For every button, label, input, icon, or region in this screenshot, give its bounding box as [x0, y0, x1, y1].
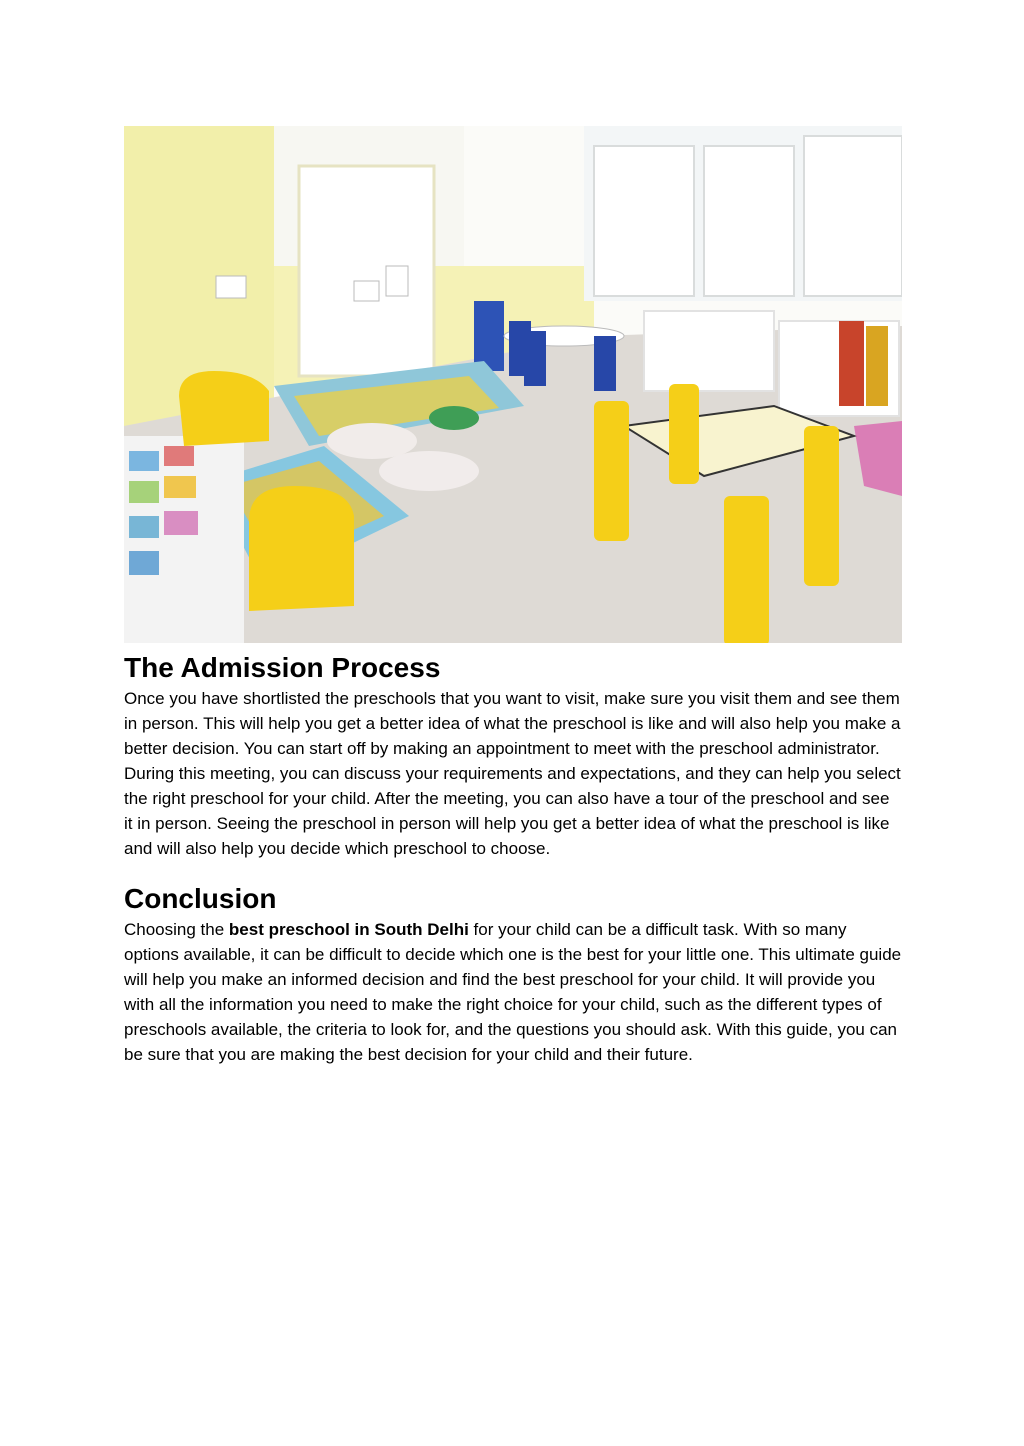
conclusion-heading: Conclusion [124, 883, 277, 914]
conclusion-body-start: Choosing the [124, 920, 229, 939]
yellow-armchair-1 [179, 371, 269, 446]
door-frame [299, 166, 434, 376]
classroom-photo [124, 126, 902, 643]
conclusion-keyword-link: best preschool in South Delhi [228, 920, 469, 939]
yellow-chair [594, 401, 629, 541]
document-page [124, 126, 902, 1067]
conclusion-body [124, 917, 902, 1067]
yellow-armchair-2 [249, 486, 354, 611]
floor-cushion [327, 423, 417, 459]
shelf [644, 311, 774, 391]
blue-cabinet [474, 301, 504, 371]
admission-heading: The Admission Process [124, 652, 441, 683]
conclusion-body-end: for your child can be a difficult task. With so many options available, it can be difficult to decide which one is the best for your little one. This ultimate guide will help you make an informed decision and find the best preschool for your child. It will provide you with all the information you need to make the right choice for your child, such as the different types of preschools available, the criteria to look for, and the questions you should ask. With this guide, you can be sure that you are making the best decision for your child and their future. [124, 920, 902, 1064]
admission-body: Once you have shortlisted the preschools that you want to visit, make sure you visit them and see them in person. This will help you get a better idea of what the preschool is like and will also help you make a better decision. You can start off by making an appointment to meet with the preschool administrator. During this meeting, you can discuss your requirements and expectations, and they can help you select the right preschool for your child. After the meeting, you can also have a tour of the preschool and see it in person. Seeing the preschool in person will help you get a better idea of what the preschool is like and will also help you decide which preschool to choose. [124, 689, 901, 858]
